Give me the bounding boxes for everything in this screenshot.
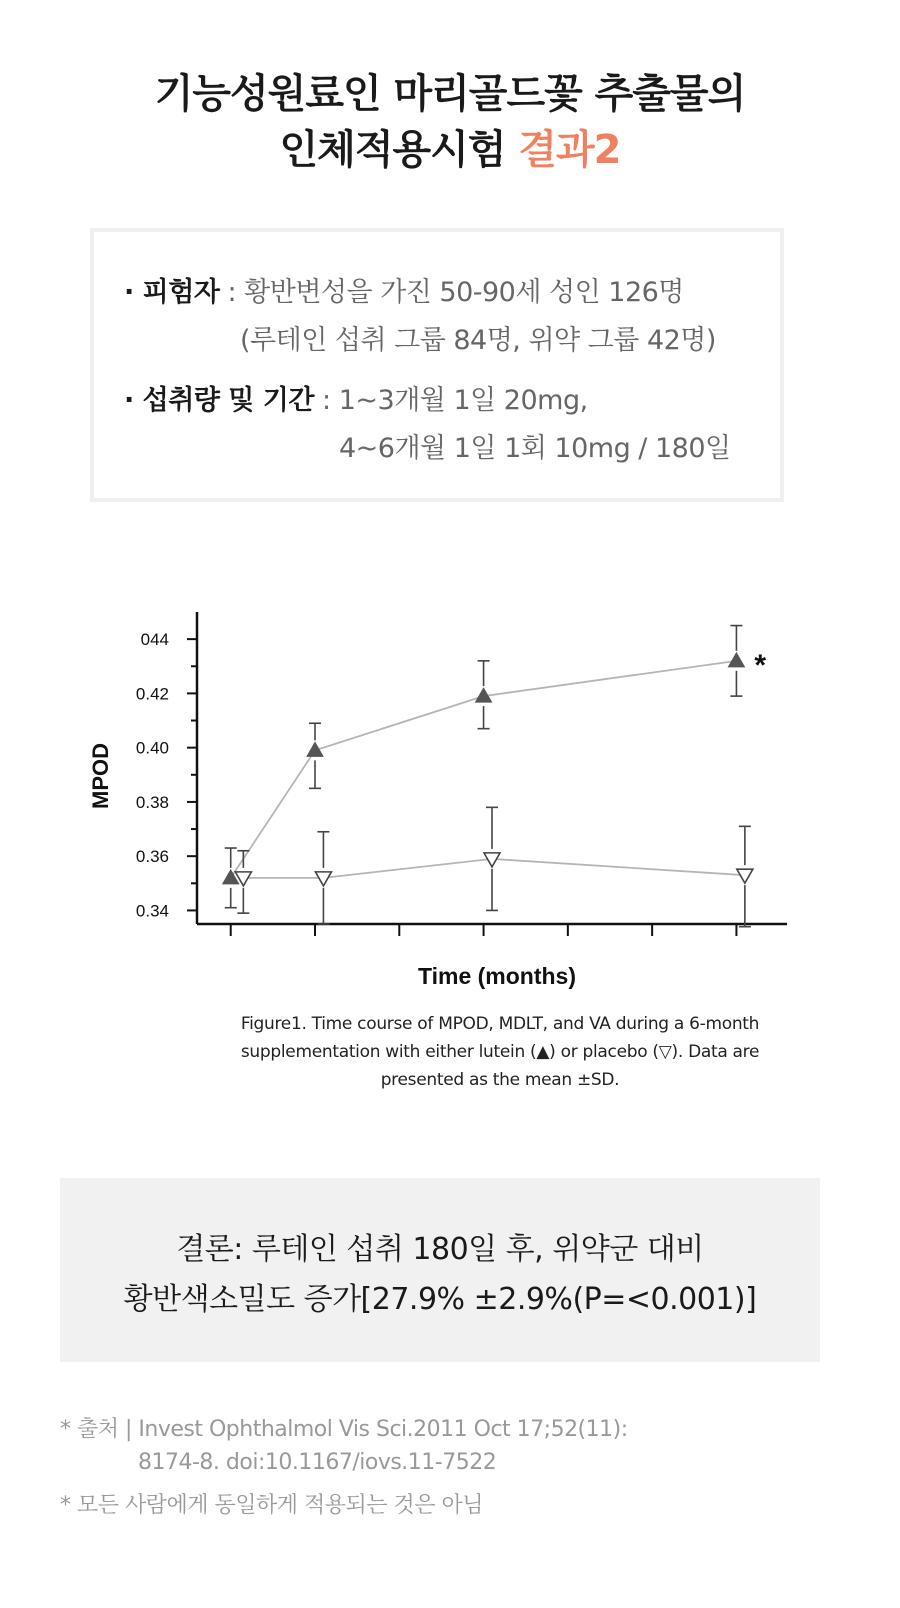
figure-caption [200,1010,800,1094]
data-point-placebo [315,872,331,886]
y-tick-label: 0.40 [135,738,169,758]
x-axis-label: Time (months) [417,963,577,989]
page-title [0,66,900,178]
conclusion-line-2: 황반색소밀도 증가[27.9% ±2.9%(P=<0.001)] [123,1282,757,1317]
title-line-1: 기능성원료인 마리골드꽃 추출물의 [154,71,746,117]
data-point-lutein [728,653,744,667]
conclusion-line-1: 결론: 루테인 섭취 180일 후, 위약군 대비 [176,1232,704,1267]
significance-marker: * [754,648,767,682]
study-info-box [90,228,784,502]
title-line-2-prefix: 인체적용시험 [279,127,519,173]
caption-line-3: presented as the mean ±SD. [380,1070,620,1090]
dosage-value: : 1~3개월 1일 20mg, [313,385,588,416]
disclaimer-note: * 모든 사람에게 동일하게 적용되는 것은 아님 [60,1493,483,1518]
source-doi: 8174-8. doi:10.1167/iovs.11-7522 [138,1450,497,1475]
subjects-detail: (루테인 섭취 그룹 84명, 위약 그룹 42명) [240,325,716,356]
dosage-detail: 4~6개월 1일 1회 10mg / 180일 [339,433,731,464]
subjects-row [124,270,684,309]
y-tick-label: 0.42 [135,684,169,704]
title-accent: 결과2 [518,127,621,173]
y-axis-label: MPOD [88,743,113,809]
subjects-label: · 피험자 [124,277,220,308]
caption-line-2: supplementation with either lutein (▲) or placebo (▽). Data are [240,1042,760,1062]
mpod-chart [60,590,820,1010]
subjects-value: : 황반변성을 가진 50-90세 성인 126명 [219,277,684,308]
caption-line-1: Figure1. Time course of MPOD, MDLT, and VA during a 6-month [240,1014,760,1034]
y-tick-label: 0.38 [135,792,169,812]
y-tick-label: 0.36 [135,847,169,867]
source-note: * 출처 | Invest Ophthalmol Vis Sci.2011 Oct 17;52(11): [60,1417,628,1442]
chart-svg [60,590,820,1010]
data-point-placebo [737,869,753,883]
dosage-label: · 섭취량 및 기간 [124,385,314,416]
y-tick-label: 0.34 [135,901,169,921]
y-tick-label: 044 [140,630,169,650]
title-line-2 [0,122,900,178]
conclusion-box [60,1178,820,1362]
dosage-row [124,378,588,417]
